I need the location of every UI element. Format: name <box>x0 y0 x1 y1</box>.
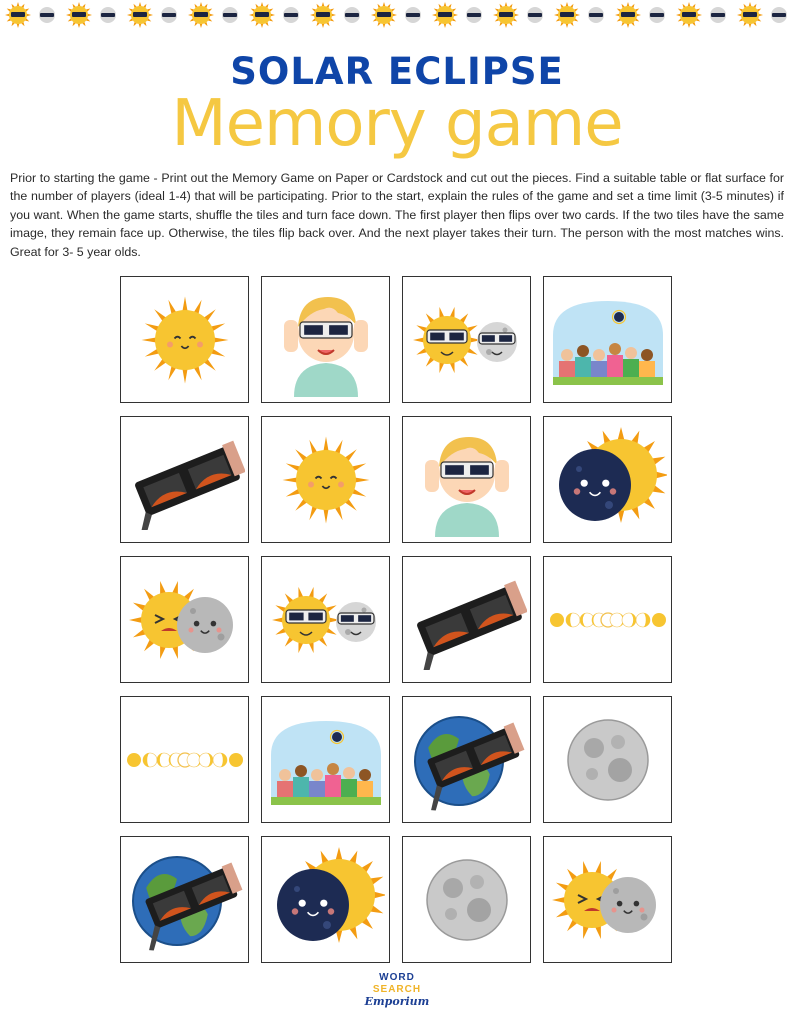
sun-and-moon-border-icon <box>188 2 240 28</box>
sun-and-moon-border-icon <box>737 2 789 28</box>
memory-tile[interactable] <box>261 696 390 823</box>
memory-tile[interactable] <box>402 556 531 683</box>
memory-tile[interactable] <box>402 696 531 823</box>
memory-tile[interactable] <box>543 696 672 823</box>
memory-tile[interactable] <box>261 836 390 963</box>
sun-and-moon-border-icon <box>310 2 362 28</box>
sun-and-moon-faces-icon <box>129 575 241 665</box>
memory-tile[interactable] <box>261 416 390 543</box>
memory-tile[interactable] <box>402 416 531 543</box>
sun-and-moon-border-icon <box>66 2 118 28</box>
decorative-border <box>0 0 794 30</box>
memory-tile[interactable] <box>120 556 249 683</box>
sun-and-moon-with-glasses-icon <box>409 300 524 380</box>
moon-covering-sun-icon <box>549 425 667 535</box>
memory-tile[interactable] <box>543 836 672 963</box>
eclipse-glasses-icon <box>407 570 527 670</box>
eclipse-glasses-icon <box>125 430 245 530</box>
footer-logo <box>0 972 794 1008</box>
memory-tile[interactable] <box>120 696 249 823</box>
happy-sun-icon <box>271 425 381 535</box>
sun-and-moon-border-icon <box>554 2 606 28</box>
boy-with-eclipse-glasses-icon <box>417 422 517 537</box>
memory-tile[interactable] <box>120 276 249 403</box>
sun-and-moon-border-icon <box>127 2 179 28</box>
memory-tile[interactable] <box>120 416 249 543</box>
memory-tile[interactable] <box>402 276 531 403</box>
footer-logo-search: SEARCH <box>372 984 422 995</box>
footer-logo-word: WORD <box>379 972 415 983</box>
sun-and-moon-border-icon <box>371 2 423 28</box>
full-moon-icon <box>560 712 656 808</box>
title-solar-eclipse: SOLAR ECLIPSE <box>230 50 564 93</box>
moon-phases-icon <box>549 605 667 635</box>
title-memory-game: Memory game <box>171 87 623 161</box>
memory-tile[interactable] <box>120 836 249 963</box>
memory-tile[interactable] <box>543 556 672 683</box>
crowd-watching-eclipse-icon <box>267 715 385 805</box>
sun-and-moon-faces-icon <box>552 855 664 945</box>
footer-logo-emporium: Emporium <box>364 995 430 1008</box>
sun-and-moon-border-icon <box>615 2 667 28</box>
memory-tile-grid <box>120 276 672 963</box>
memory-tile[interactable] <box>261 276 390 403</box>
sun-and-moon-border-icon <box>249 2 301 28</box>
moon-phases-icon <box>126 745 244 775</box>
earth-with-eclipse-glasses-icon <box>407 705 527 815</box>
memory-tile[interactable] <box>543 276 672 403</box>
crowd-watching-eclipse-icon <box>549 295 667 385</box>
sun-and-moon-border-icon <box>5 2 57 28</box>
sun-and-moon-border-icon <box>676 2 728 28</box>
sun-and-moon-border-icon <box>493 2 545 28</box>
sun-and-moon-border-icon <box>432 2 484 28</box>
memory-tile[interactable] <box>261 556 390 683</box>
sun-and-moon-with-glasses-icon <box>268 580 383 660</box>
earth-with-eclipse-glasses-icon <box>125 845 245 955</box>
instructions-text: Prior to starting the game - Print out the Memory Game on Paper or Cardstock and cut out the pieces. Find a suitable table or flat surface for the number of players (ideal 1-4) that will be participating. Prior to the start, explain the rules of the game and set a time limit (3-5 minutes) if you want. When the game starts, shuffle the tiles and turn face down. The first player then flips over two cards. If the two tiles have the same image, they remain face up. Otherwise, the tiles flip back over. And the next player takes their turn. The person with the most matches wins. Great for 3- 5 year olds. <box>10 171 784 259</box>
memory-tile[interactable] <box>543 416 672 543</box>
boy-with-eclipse-glasses-icon <box>276 282 376 397</box>
memory-tile[interactable] <box>402 836 531 963</box>
full-moon-icon <box>419 852 515 948</box>
happy-sun-icon <box>130 285 240 395</box>
moon-covering-sun-icon <box>267 845 385 955</box>
